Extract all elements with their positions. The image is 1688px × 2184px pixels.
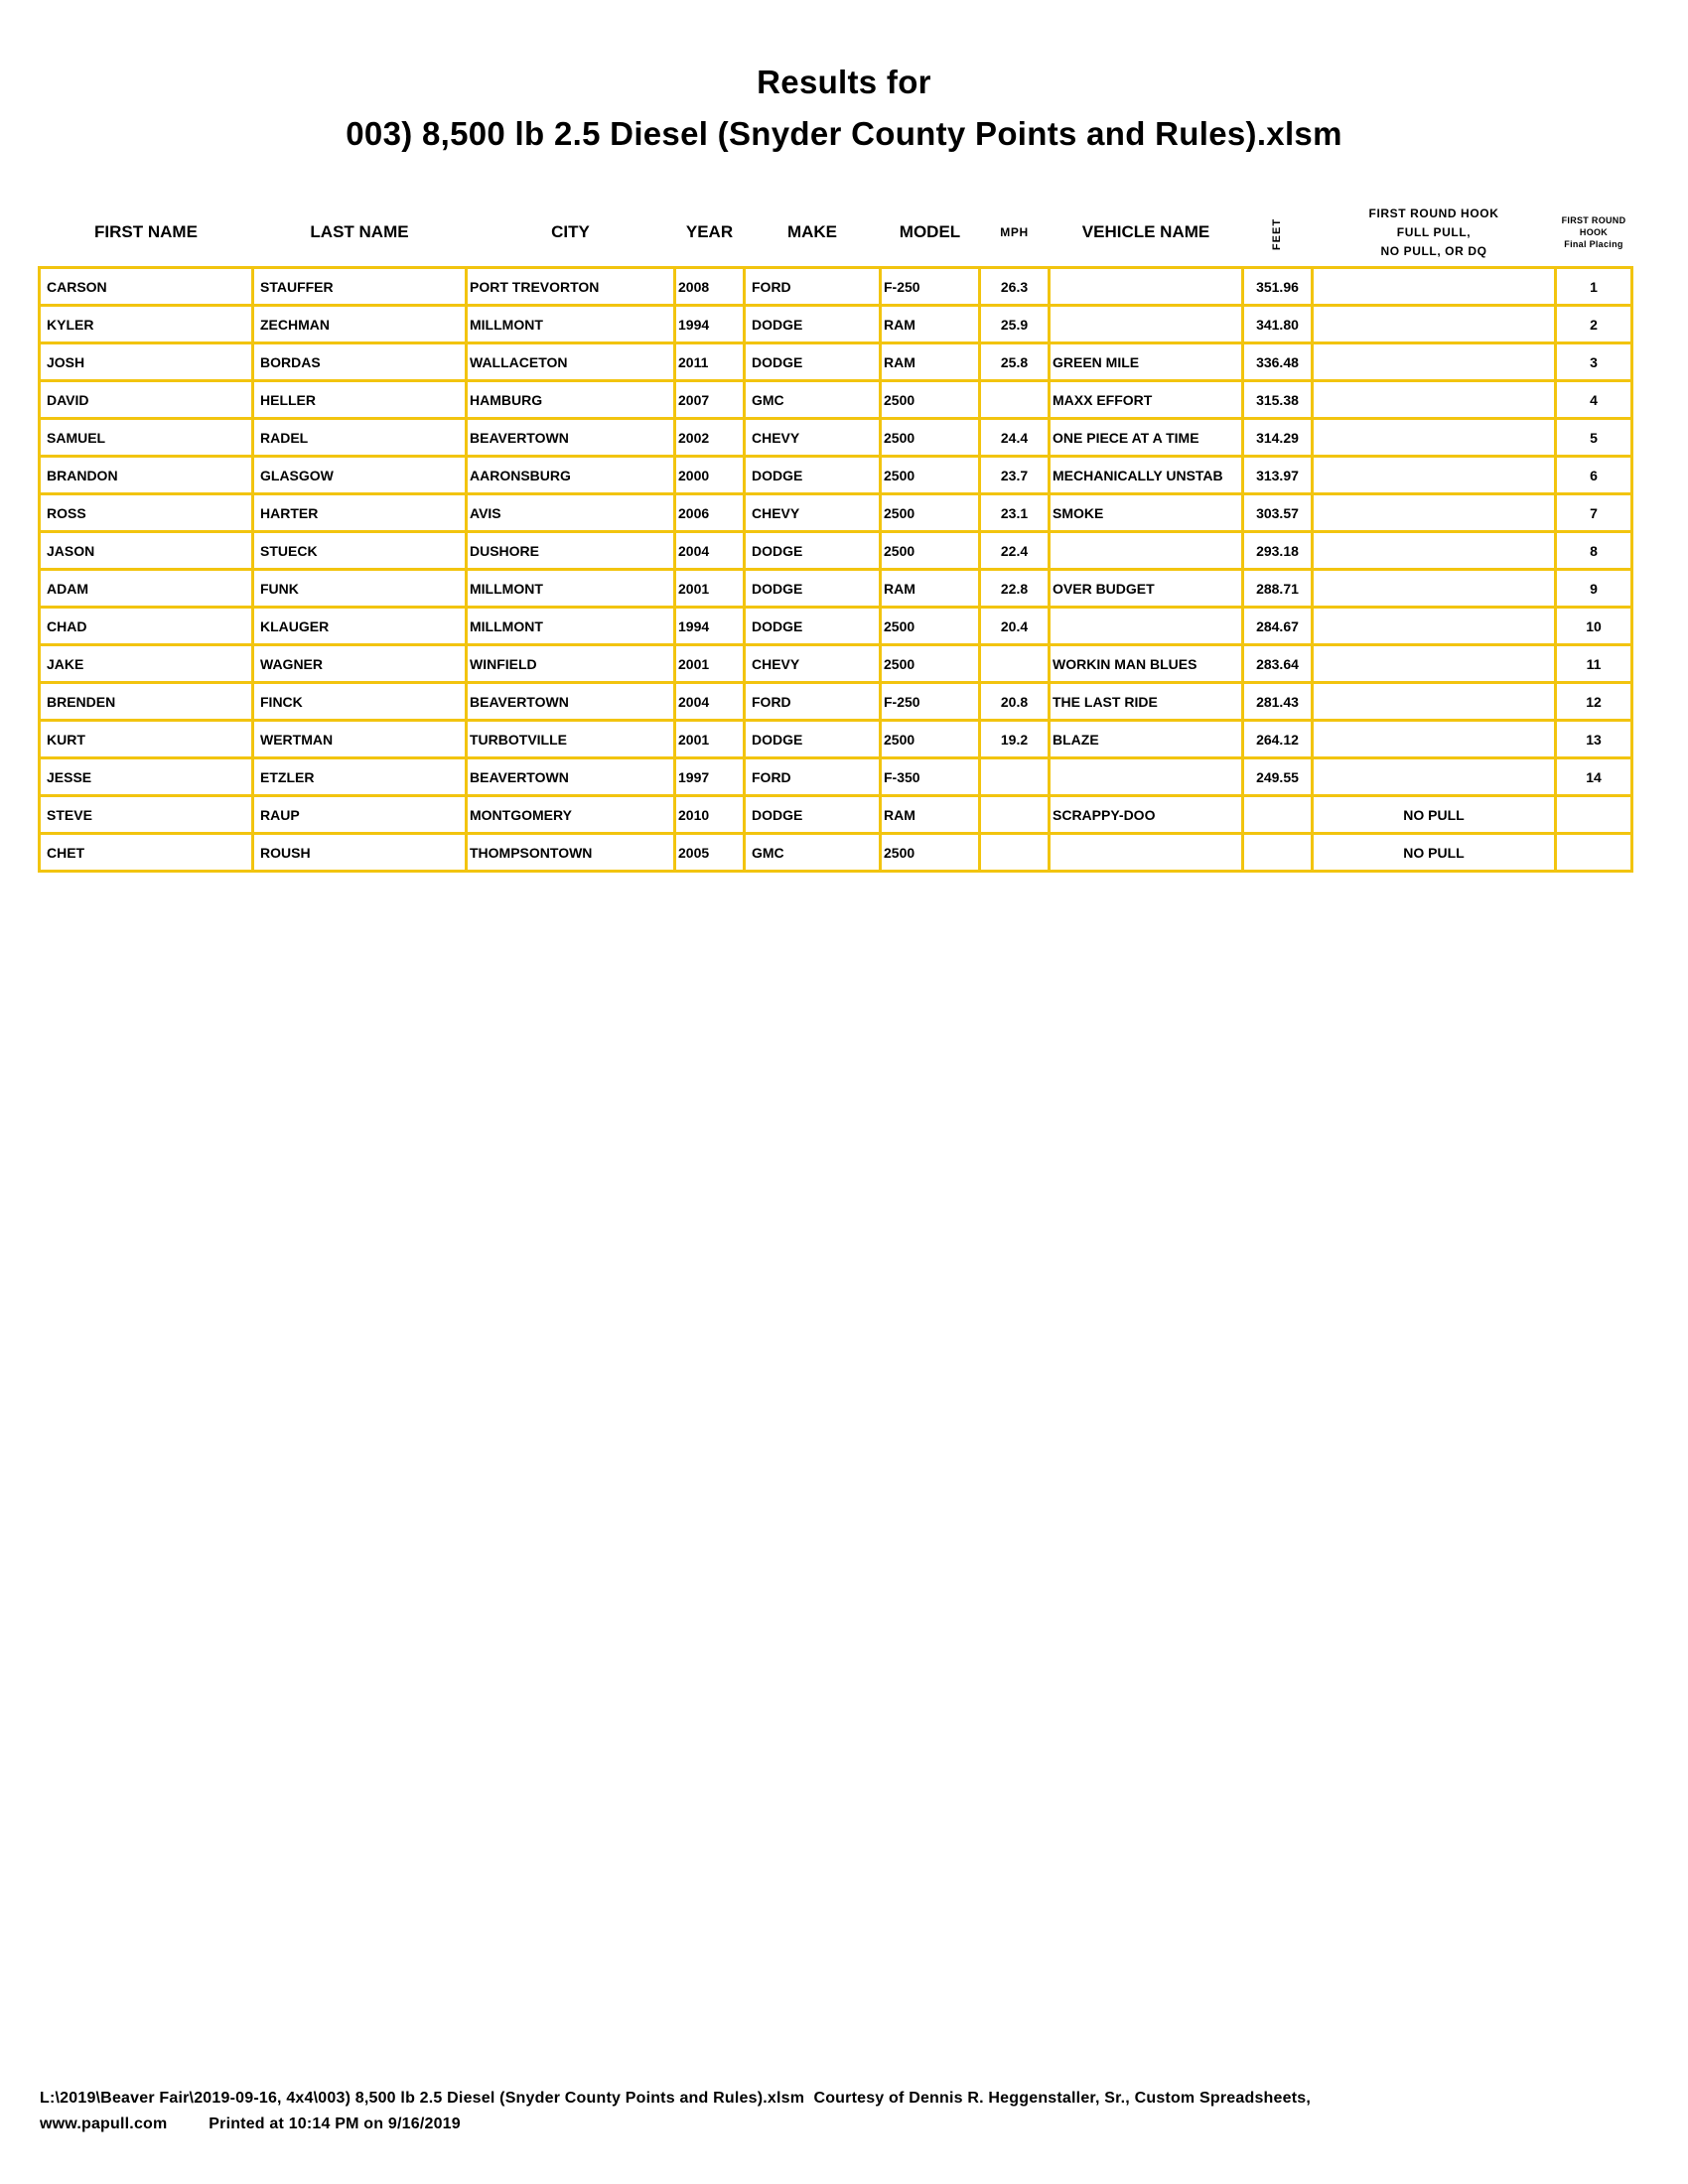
cell-first-name: CHAD	[40, 608, 253, 645]
cell-model: RAM	[881, 570, 980, 608]
cell-first-round-hook	[1313, 721, 1556, 758]
placing-header-line2: HOOK	[1579, 227, 1609, 237]
cell-first-name: KYLER	[40, 306, 253, 343]
table-row	[40, 381, 1632, 419]
cell-make: FORD	[745, 758, 881, 796]
table-row	[40, 721, 1632, 758]
cell-city: MONTGOMERY	[467, 796, 675, 834]
cell-mph: 24.4	[980, 419, 1050, 457]
cell-year: 2005	[675, 834, 745, 872]
table-row	[40, 758, 1632, 796]
cell-model: 2500	[881, 419, 980, 457]
cell-feet: 351.96	[1243, 268, 1313, 306]
hook-header-line3: NO PULL, OR DQ	[1380, 243, 1487, 258]
table-row	[40, 608, 1632, 645]
placing-header-line3: Final Placing	[1564, 239, 1623, 249]
cell-first-name: JESSE	[40, 758, 253, 796]
results-table	[38, 199, 1633, 873]
cell-city: MILLMONT	[467, 570, 675, 608]
cell-first-round-hook	[1313, 608, 1556, 645]
cell-year: 2001	[675, 570, 745, 608]
cell-final-placing: 2	[1556, 306, 1632, 343]
cell-make: GMC	[745, 834, 881, 872]
table-row	[40, 494, 1632, 532]
cell-city: AARONSBURG	[467, 457, 675, 494]
cell-model: RAM	[881, 343, 980, 381]
cell-feet	[1243, 834, 1313, 872]
cell-model: 2500	[881, 721, 980, 758]
cell-city: WALLACETON	[467, 343, 675, 381]
cell-feet: 336.48	[1243, 343, 1313, 381]
header-row	[40, 199, 1632, 268]
table-row	[40, 419, 1632, 457]
cell-model: F-350	[881, 758, 980, 796]
cell-year: 2000	[675, 457, 745, 494]
col-model: MODEL	[899, 222, 961, 241]
cell-model: F-250	[881, 683, 980, 721]
cell-first-name: JOSH	[40, 343, 253, 381]
cell-first-name: STEVE	[40, 796, 253, 834]
cell-make: DODGE	[745, 721, 881, 758]
table-row	[40, 306, 1632, 343]
table-row	[40, 268, 1632, 306]
cell-make: FORD	[745, 268, 881, 306]
cell-first-round-hook: NO PULL	[1313, 796, 1556, 834]
cell-feet: 293.18	[1243, 532, 1313, 570]
cell-last-name: FINCK	[253, 683, 467, 721]
cell-model: RAM	[881, 796, 980, 834]
cell-final-placing: 5	[1556, 419, 1632, 457]
cell-last-name: ZECHMAN	[253, 306, 467, 343]
cell-first-name: BRANDON	[40, 457, 253, 494]
cell-final-placing: 12	[1556, 683, 1632, 721]
table-row	[40, 457, 1632, 494]
cell-feet: 314.29	[1243, 419, 1313, 457]
cell-model: 2500	[881, 494, 980, 532]
cell-last-name: BORDAS	[253, 343, 467, 381]
cell-last-name: FUNK	[253, 570, 467, 608]
cell-mph	[980, 645, 1050, 683]
table-row	[40, 834, 1632, 872]
cell-first-name: CHET	[40, 834, 253, 872]
cell-make: CHEVY	[745, 645, 881, 683]
cell-city: TURBOTVILLE	[467, 721, 675, 758]
cell-vehicle-name: MECHANICALLY UNSTAB	[1050, 457, 1243, 494]
cell-feet: 315.38	[1243, 381, 1313, 419]
cell-make: FORD	[745, 683, 881, 721]
cell-vehicle-name: ONE PIECE AT A TIME	[1050, 419, 1243, 457]
cell-mph: 25.8	[980, 343, 1050, 381]
cell-vehicle-name	[1050, 306, 1243, 343]
col-first-name: FIRST NAME	[94, 222, 198, 241]
cell-year: 2001	[675, 645, 745, 683]
col-feet	[1243, 199, 1313, 268]
table-row	[40, 683, 1632, 721]
cell-first-round-hook	[1313, 343, 1556, 381]
cell-final-placing: 10	[1556, 608, 1632, 645]
cell-year: 1994	[675, 608, 745, 645]
cell-vehicle-name: BLAZE	[1050, 721, 1243, 758]
cell-city: PORT TREVORTON	[467, 268, 675, 306]
cell-last-name: STAUFFER	[253, 268, 467, 306]
cell-last-name: RAUP	[253, 796, 467, 834]
cell-model: F-250	[881, 268, 980, 306]
cell-make: DODGE	[745, 306, 881, 343]
cell-city: MILLMONT	[467, 608, 675, 645]
cell-vehicle-name	[1050, 834, 1243, 872]
cell-mph: 25.9	[980, 306, 1050, 343]
col-vehicle-name: VEHICLE NAME	[1081, 222, 1210, 241]
cell-first-round-hook: NO PULL	[1313, 834, 1556, 872]
cell-city: WINFIELD	[467, 645, 675, 683]
cell-feet: 283.64	[1243, 645, 1313, 683]
cell-feet: 288.71	[1243, 570, 1313, 608]
cell-feet	[1243, 796, 1313, 834]
cell-model: RAM	[881, 306, 980, 343]
table-row	[40, 796, 1632, 834]
cell-last-name: HELLER	[253, 381, 467, 419]
cell-final-placing: 6	[1556, 457, 1632, 494]
cell-year: 2010	[675, 796, 745, 834]
cell-mph	[980, 758, 1050, 796]
cell-mph	[980, 796, 1050, 834]
cell-vehicle-name: OVER BUDGET	[1050, 570, 1243, 608]
cell-first-round-hook	[1313, 532, 1556, 570]
col-year: YEAR	[685, 222, 734, 241]
cell-first-name: KURT	[40, 721, 253, 758]
cell-feet: 281.43	[1243, 683, 1313, 721]
cell-first-name: ADAM	[40, 570, 253, 608]
cell-mph: 23.1	[980, 494, 1050, 532]
cell-final-placing: 13	[1556, 721, 1632, 758]
placing-header-line1: FIRST ROUND	[1561, 215, 1626, 225]
cell-city: HAMBURG	[467, 381, 675, 419]
col-make: MAKE	[786, 222, 838, 241]
cell-vehicle-name: GREEN MILE	[1050, 343, 1243, 381]
cell-final-placing: 3	[1556, 343, 1632, 381]
cell-feet: 341.80	[1243, 306, 1313, 343]
cell-first-round-hook	[1313, 381, 1556, 419]
cell-vehicle-name: SCRAPPY-DOO	[1050, 796, 1243, 834]
cell-city: MILLMONT	[467, 306, 675, 343]
cell-make: CHEVY	[745, 419, 881, 457]
cell-city: AVIS	[467, 494, 675, 532]
cell-final-placing: 14	[1556, 758, 1632, 796]
cell-mph: 20.4	[980, 608, 1050, 645]
cell-first-name: JAKE	[40, 645, 253, 683]
cell-first-name: DAVID	[40, 381, 253, 419]
col-city: CITY	[551, 222, 590, 241]
cell-year: 2011	[675, 343, 745, 381]
cell-city: DUSHORE	[467, 532, 675, 570]
cell-model: 2500	[881, 645, 980, 683]
cell-last-name: ROUSH	[253, 834, 467, 872]
cell-year: 2001	[675, 721, 745, 758]
cell-first-name: CARSON	[40, 268, 253, 306]
cell-first-name: ROSS	[40, 494, 253, 532]
hook-header-line2: FULL PULL,	[1396, 224, 1472, 239]
results-body	[40, 268, 1632, 872]
cell-mph	[980, 381, 1050, 419]
cell-first-round-hook	[1313, 419, 1556, 457]
cell-model: 2500	[881, 532, 980, 570]
cell-vehicle-name	[1050, 608, 1243, 645]
cell-mph: 20.8	[980, 683, 1050, 721]
cell-first-round-hook	[1313, 758, 1556, 796]
cell-model: 2500	[881, 834, 980, 872]
cell-year: 1994	[675, 306, 745, 343]
cell-first-round-hook	[1313, 306, 1556, 343]
file-title: 003) 8,500 lb 2.5 Diesel (Snyder County Points and Rules).xlsm	[346, 115, 1342, 152]
cell-final-placing	[1556, 796, 1632, 834]
cell-first-round-hook	[1313, 494, 1556, 532]
cell-mph: 22.4	[980, 532, 1050, 570]
cell-feet: 249.55	[1243, 758, 1313, 796]
cell-year: 2008	[675, 268, 745, 306]
table-row	[40, 570, 1632, 608]
cell-first-round-hook	[1313, 570, 1556, 608]
cell-first-name: JASON	[40, 532, 253, 570]
cell-model: 2500	[881, 608, 980, 645]
cell-model: 2500	[881, 381, 980, 419]
footer-path: L:\2019\Beaver Fair\2019-09-16, 4x4\003) 8,500 lb 2.5 Diesel (Snyder County Points and Rules).xlsm Courtesy of Dennis R. Heggenstaller, Sr., Custom Spreadsheets,	[40, 2090, 1311, 2107]
cell-vehicle-name: SMOKE	[1050, 494, 1243, 532]
cell-year: 2006	[675, 494, 745, 532]
cell-last-name: KLAUGER	[253, 608, 467, 645]
cell-first-round-hook	[1313, 645, 1556, 683]
cell-vehicle-name: THE LAST RIDE	[1050, 683, 1243, 721]
cell-make: DODGE	[745, 343, 881, 381]
cell-make: DODGE	[745, 532, 881, 570]
col-mph: MPH	[1000, 224, 1029, 239]
cell-first-round-hook	[1313, 683, 1556, 721]
cell-last-name: RADEL	[253, 419, 467, 457]
cell-final-placing: 7	[1556, 494, 1632, 532]
footer-printed: Printed at 10:14 PM on 9/16/2019	[209, 2116, 461, 2132]
cell-mph	[980, 834, 1050, 872]
cell-final-placing: 11	[1556, 645, 1632, 683]
footer-url: www.papull.com	[40, 2116, 168, 2132]
cell-final-placing	[1556, 834, 1632, 872]
cell-feet: 313.97	[1243, 457, 1313, 494]
cell-vehicle-name: MAXX EFFORT	[1050, 381, 1243, 419]
cell-city: BEAVERTOWN	[467, 683, 675, 721]
cell-mph: 19.2	[980, 721, 1050, 758]
cell-vehicle-name: WORKIN MAN BLUES	[1050, 645, 1243, 683]
cell-city: THOMPSONTOWN	[467, 834, 675, 872]
cell-first-name: SAMUEL	[40, 419, 253, 457]
cell-vehicle-name	[1050, 532, 1243, 570]
cell-year: 2002	[675, 419, 745, 457]
cell-model: 2500	[881, 457, 980, 494]
cell-last-name: GLASGOW	[253, 457, 467, 494]
cell-make: DODGE	[745, 457, 881, 494]
cell-city: BEAVERTOWN	[467, 419, 675, 457]
table-row	[40, 645, 1632, 683]
col-first-round-hook	[1313, 199, 1556, 268]
cell-feet: 284.67	[1243, 608, 1313, 645]
cell-final-placing: 4	[1556, 381, 1632, 419]
cell-first-round-hook	[1313, 457, 1556, 494]
cell-feet: 264.12	[1243, 721, 1313, 758]
results-title: Results for	[757, 64, 931, 100]
cell-mph: 26.3	[980, 268, 1050, 306]
cell-last-name: HARTER	[253, 494, 467, 532]
cell-make: DODGE	[745, 796, 881, 834]
cell-last-name: ETZLER	[253, 758, 467, 796]
cell-first-round-hook	[1313, 268, 1556, 306]
cell-final-placing: 1	[1556, 268, 1632, 306]
col-feet-label: FEET	[1271, 217, 1284, 251]
cell-final-placing: 8	[1556, 532, 1632, 570]
cell-last-name: WERTMAN	[253, 721, 467, 758]
cell-year: 2004	[675, 683, 745, 721]
cell-make: DODGE	[745, 608, 881, 645]
cell-make: DODGE	[745, 570, 881, 608]
cell-feet: 303.57	[1243, 494, 1313, 532]
cell-mph: 23.7	[980, 457, 1050, 494]
cell-make: GMC	[745, 381, 881, 419]
cell-final-placing: 9	[1556, 570, 1632, 608]
cell-first-name: BRENDEN	[40, 683, 253, 721]
table-row	[40, 343, 1632, 381]
cell-year: 1997	[675, 758, 745, 796]
cell-vehicle-name	[1050, 268, 1243, 306]
cell-year: 2007	[675, 381, 745, 419]
hook-header-line1: FIRST ROUND HOOK	[1368, 205, 1499, 220]
cell-mph: 22.8	[980, 570, 1050, 608]
cell-last-name: WAGNER	[253, 645, 467, 683]
page-footer	[40, 2086, 1311, 2137]
cell-make: CHEVY	[745, 494, 881, 532]
cell-vehicle-name	[1050, 758, 1243, 796]
col-final-placing	[1556, 199, 1632, 268]
cell-year: 2004	[675, 532, 745, 570]
col-last-name: LAST NAME	[310, 222, 409, 241]
cell-city: BEAVERTOWN	[467, 758, 675, 796]
table-row	[40, 532, 1632, 570]
cell-last-name: STUECK	[253, 532, 467, 570]
